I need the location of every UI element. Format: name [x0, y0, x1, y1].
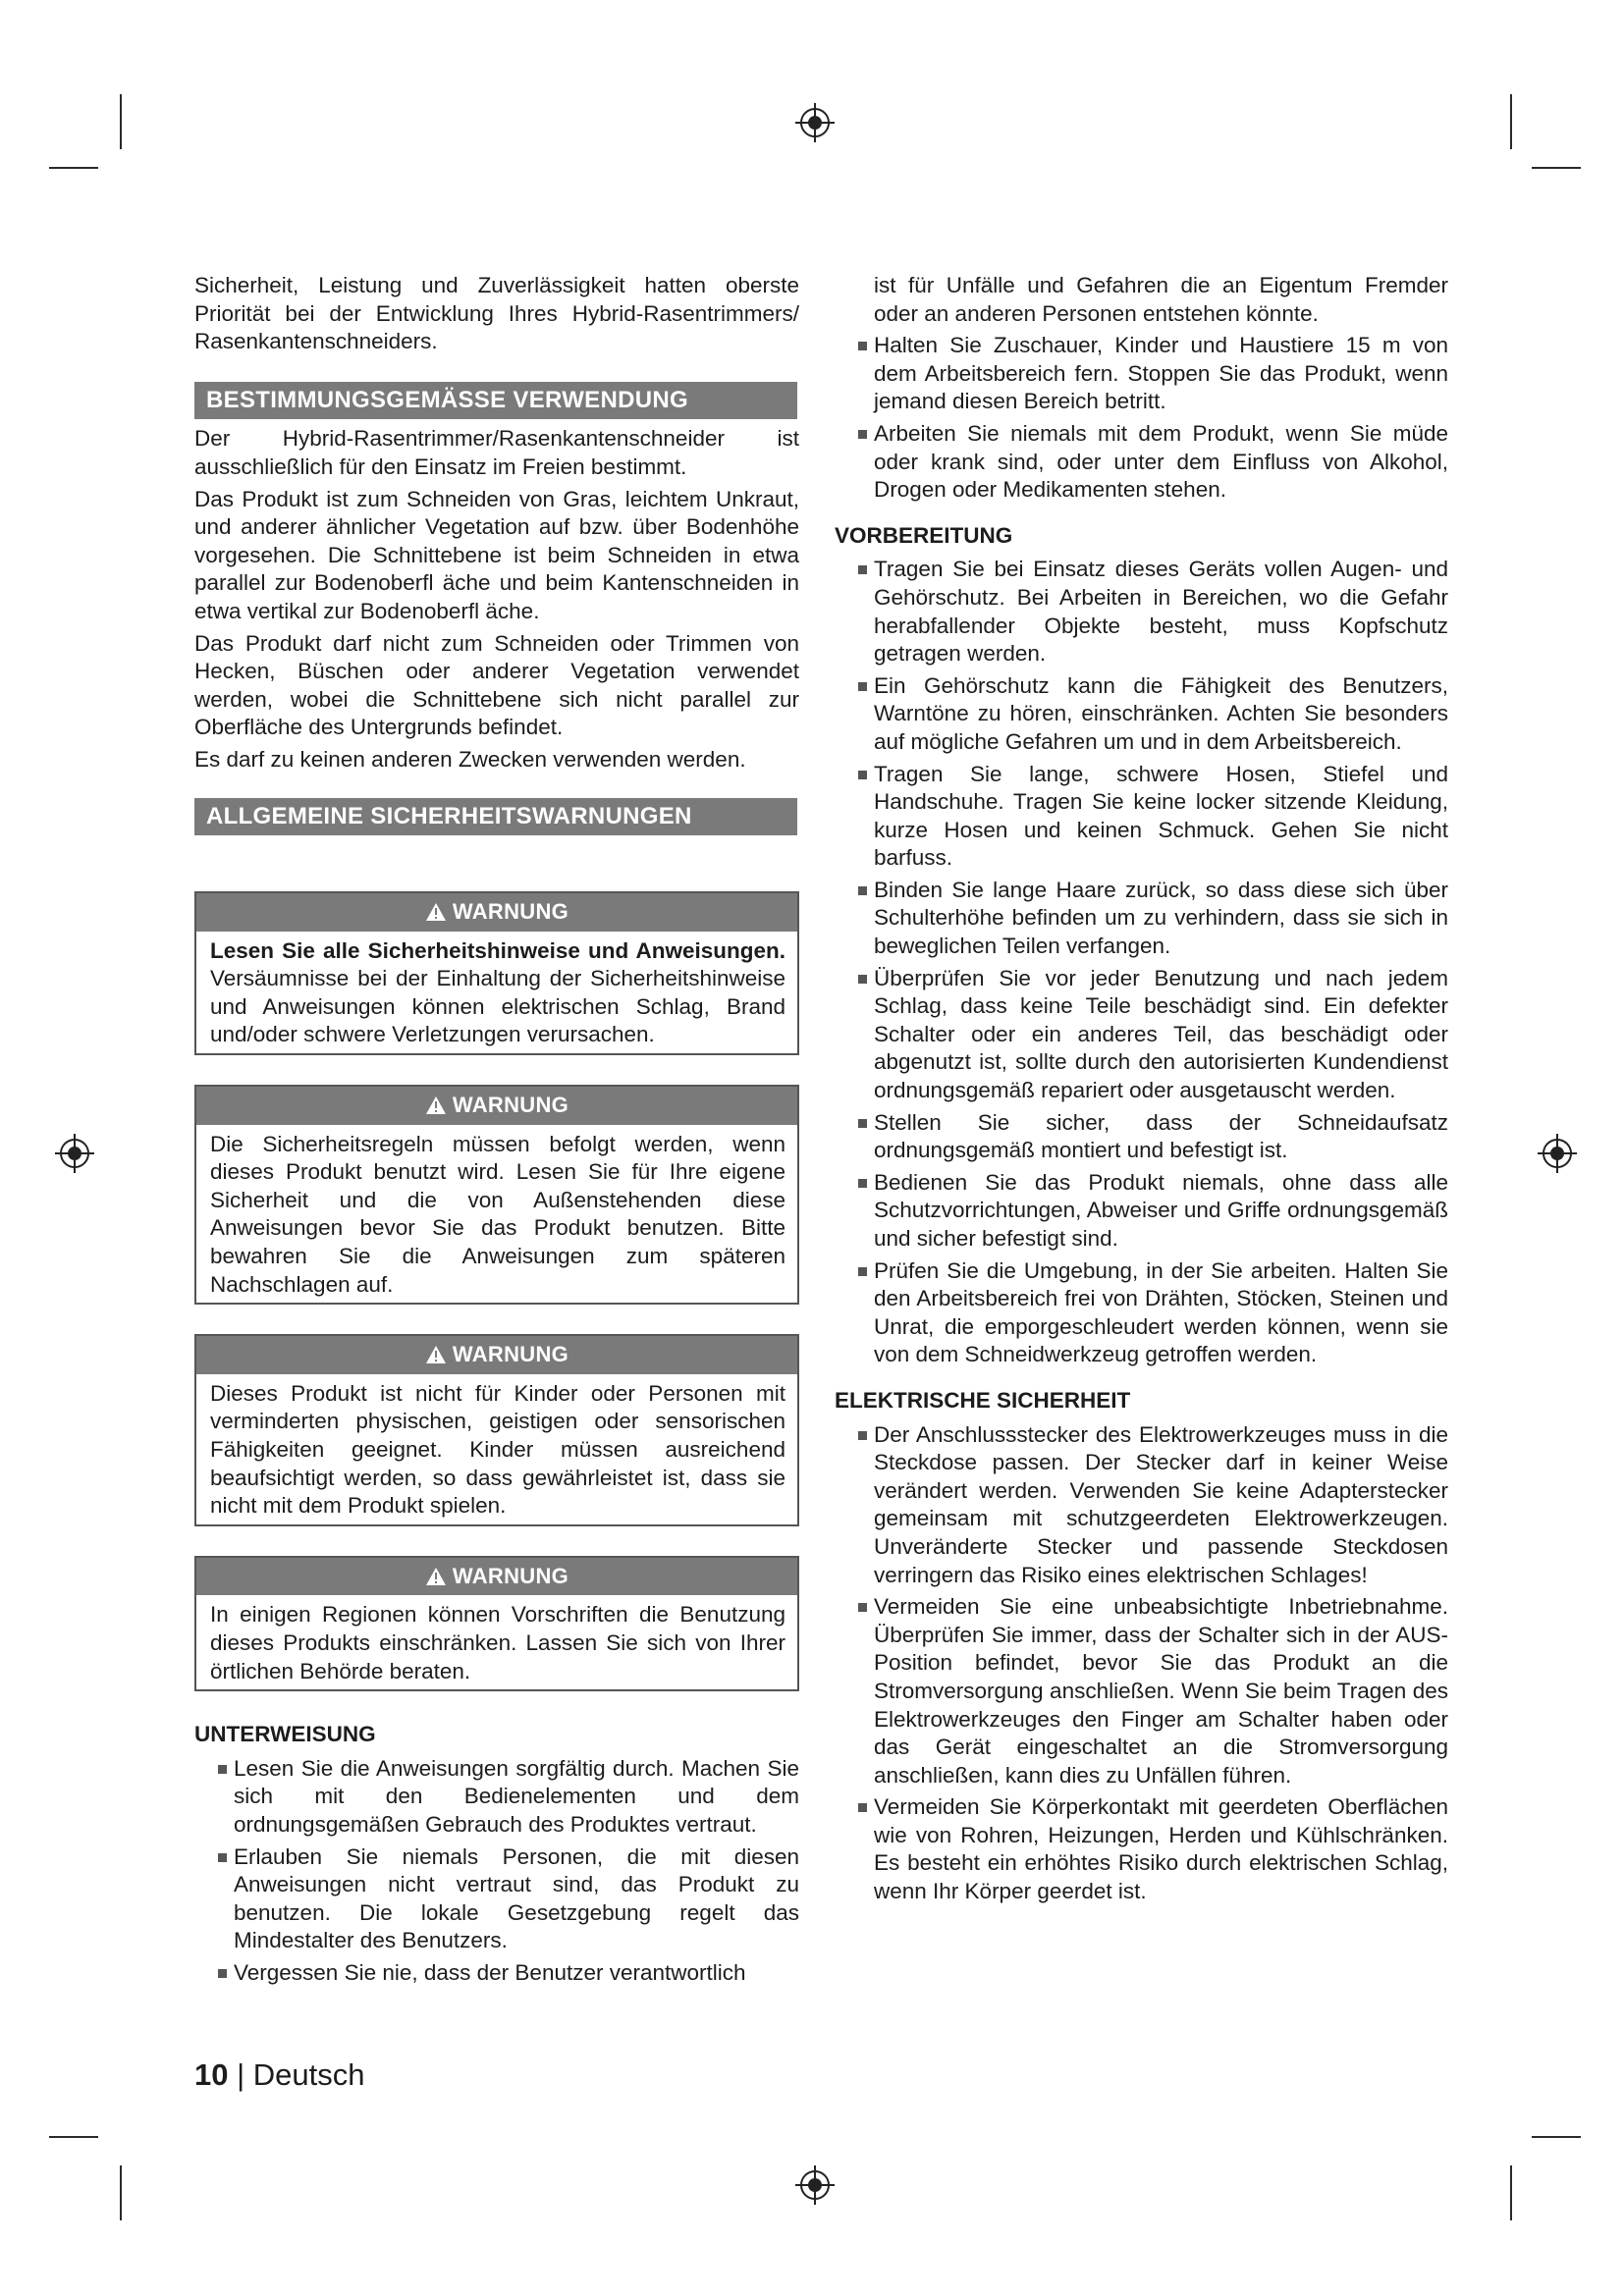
- list-item: Tragen Sie bei Einsatz dieses Geräts vollen Augen- und Gehörschutz. Bei Arbeiten in Bereichen, wo die Gefahr herabfallender Objekte besteht, muss Kopfschutz getragen werden.: [835, 556, 1448, 667]
- section-heading-allgemeine-sicherheitswarnungen: ALLGEMEINE SICHERHEITSWARNUNGEN: [194, 798, 797, 836]
- subheading-vorbereitung: VORBEREITUNG: [835, 522, 1013, 548]
- bullet-list: [835, 332, 1448, 505]
- list-item: Tragen Sie lange, schwere Hosen, Stiefel und Handschuhe. Tragen Sie keine locker sitzende Kleidung, kurze Hosen und keinen Schmuck. Gehen Sie nicht barfuss.: [835, 761, 1448, 873]
- crop-mark: [120, 2165, 122, 2220]
- bullet-list: [835, 556, 1448, 1369]
- registration-mark-icon: [1536, 1132, 1579, 1175]
- warning-label: WARNUNG: [452, 1563, 569, 1588]
- intro-paragraph: Sicherheit, Leistung und Zuverlässigkeit hatten oberste Priorität bei der Entwicklung Ihres Hybrid-Rasentrimmers/ Rasenkantenschneiders.: [194, 273, 799, 354]
- list-item: Stellen Sie sicher, dass der Schneidaufsatz ordnungsgemäß montiert und befestigt ist.: [835, 1109, 1448, 1165]
- list-item: Erlauben Sie niemals Personen, die mit diesen Anweisungen nicht vertraut sind, das Produkt zu benutzen. Die lokale Gesetzgebung regelt das Mindestalter des Benutzers.: [194, 1843, 799, 1955]
- warning-label: WARNUNG: [452, 1342, 569, 1367]
- warning-lead: Lesen Sie alle Sicherheitshinweise und Anweisungen.: [210, 937, 785, 963]
- warning-text: [196, 932, 797, 1053]
- warning-header: [196, 1087, 797, 1125]
- crop-mark: [120, 94, 122, 149]
- subheading-unterweisung: UNTERWEISUNG: [194, 1722, 376, 1747]
- left-column: [194, 272, 799, 1992]
- list-item: Der Anschlussstecker des Elektrowerkzeuges muss in die Steckdose passen. Der Stecker darf in keiner Weise verändert werden. Verwenden Sie keine Adapterstecker gemeinsam mit schutzgeerdeten Elektrowerkzeugen. Unveränderte Stecker und passende Steckdosen verringern das Risiko eines elektrischen Schlages!: [835, 1421, 1448, 1590]
- warning-triangle-icon: [425, 1345, 447, 1364]
- footer-separator: |: [228, 2057, 253, 2092]
- registration-mark-icon: [793, 101, 837, 144]
- registration-mark-icon: [53, 1132, 96, 1175]
- bullet-list: [835, 1421, 1448, 1906]
- bullet-list: [194, 1755, 799, 1988]
- section-heading-bestimmungsgemaesse-verwendung: BESTIMMUNGSGEMÄSSE VERWENDUNG: [194, 382, 797, 420]
- page-footer: [194, 2057, 365, 2093]
- list-item: Vergessen Sie nie, dass der Benutzer verantwortlich: [194, 1959, 799, 1988]
- list-item: Überprüfen Sie vor jeder Benutzung und nach jedem Schlag, dass keine Teile beschädigt sind. Ein defekter Schalter oder ein anderes Teil, das beschädigt oder abgenutzt ist, sollte durch den autorisierten Kundendienst ordnungsgemäß repariert oder ausgetauscht werden.: [835, 965, 1448, 1105]
- warning-triangle-icon: [425, 1567, 447, 1586]
- warning-label: WARNUNG: [452, 1093, 569, 1118]
- list-item: Arbeiten Sie niemals mit dem Produkt, wenn Sie müde oder krank sind, oder unter dem Einfluss von Alkohol, Drogen oder Medikamenten stehen.: [835, 420, 1448, 505]
- footer-language: Deutsch: [252, 2057, 365, 2092]
- warning-box: [194, 891, 799, 1055]
- warning-header: [196, 1336, 797, 1374]
- warning-text: In einigen Regionen können Vorschriften die Benutzung dieses Produkts einschränken. Lassen Sie sich von Ihrer örtlichen Behörde beraten.: [210, 1602, 785, 1683]
- warning-triangle-icon: [425, 902, 447, 922]
- warning-text: Dieses Produkt ist nicht für Kinder oder Personen mit verminderten physischen, geistigen oder sensorischen Fähigkeiten geeignet. Kinder müssen ausreichend beaufsichtigt werden, so dass gewährleistet ist, dass sie nicht mit dem Produkt spielen.: [210, 1380, 785, 1519]
- crop-mark: [49, 167, 98, 169]
- crop-mark: [1510, 2165, 1512, 2220]
- warning-body: Versäumnisse bei der Einhaltung der Sicherheitshinweise und Anweisungen können elektrischen Schlag, Brand und/oder schwere Verletzungen verursachen.: [210, 966, 785, 1047]
- warning-box: [194, 1556, 799, 1691]
- page-number: 10: [194, 2057, 229, 2092]
- paragraph: Es darf zu keinen anderen Zwecken verwenden werden.: [194, 746, 746, 772]
- list-item: Bedienen Sie das Produkt niemals, ohne dass alle Schutzvorrichtungen, Abweiser und Griffe ordnungsgemäß und sicher befestigt sind.: [835, 1169, 1448, 1254]
- list-item: Binden Sie lange Haare zurück, so dass diese sich über Schulterhöhe befinden um zu verhindern, dass sie sich in beweglichen Teilen verfangen.: [835, 877, 1448, 961]
- list-item: Ein Gehörschutz kann die Fähigkeit des Benutzers, Warntöne zu hören, einschränken. Achten Sie besonders auf mögliche Gefahren um und in dem Arbeitsbereich.: [835, 672, 1448, 757]
- right-column: [835, 272, 1448, 1910]
- paragraph: Das Produkt ist zum Schneiden von Gras, leichtem Unkraut, und anderer ähnlicher Vegetation auf bzw. über Bodenhöhe vorgesehen. Die Schnittebene ist beim Schneiden in etwa parallel zur Bodenoberfl äche und beim Kantenschneiden in etwa vertikal zur Bodenoberfl äche.: [194, 486, 799, 623]
- list-item: Prüfen Sie die Umgebung, in der Sie arbeiten. Halten Sie den Arbeitsbereich frei von Drähten, Stöcken, Steinen und Unrat, die emporgeschleudert werden können, wenn sie von dem Schneidwerkzeug getroffen werden.: [835, 1257, 1448, 1369]
- warning-box: [194, 1085, 799, 1305]
- crop-mark: [49, 2136, 98, 2138]
- warning-box: [194, 1334, 799, 1526]
- warning-label: WARNUNG: [452, 899, 569, 925]
- warning-header: [196, 893, 797, 932]
- crop-mark: [1510, 94, 1512, 149]
- crop-mark: [1532, 167, 1581, 169]
- list-item: Lesen Sie die Anweisungen sorgfältig durch. Machen Sie sich mit den Bedienelementen und dem ordnungsgemäßen Gebrauch des Produktes vertraut.: [194, 1755, 799, 1840]
- continuation-paragraph: ist für Unfälle und Gefahren die an Eigentum Fremder oder an anderen Personen entstehen könnte.: [874, 273, 1448, 326]
- registration-mark-icon: [793, 2163, 837, 2207]
- warning-text: Die Sicherheitsregeln müssen befolgt werden, wenn dieses Produkt benutzt wird. Lesen Sie für Ihre eigene Sicherheit und die von Außenstehenden diese Anweisungen bevor Sie das Produkt benutzen. Bitte bewahren Sie die Anweisungen zum späteren Nachschlagen auf.: [210, 1131, 785, 1297]
- subheading-elektrische-sicherheit: ELEKTRISCHE SICHERHEIT: [835, 1387, 1131, 1413]
- paragraph: Das Produkt darf nicht zum Schneiden oder Trimmen von Hecken, Büschen oder anderer Vegetation verwendet werden, wobei die Schnittebene sich nicht parallel zur Oberfläche des Untergrunds befindet.: [194, 630, 799, 740]
- list-item: Halten Sie Zuschauer, Kinder und Haustiere 15 m von dem Arbeitsbereich fern. Stoppen Sie das Produkt, wenn jemand diesen Bereich betritt.: [835, 332, 1448, 416]
- crop-mark: [1532, 2136, 1581, 2138]
- warning-header: [196, 1558, 797, 1596]
- warning-triangle-icon: [425, 1095, 447, 1115]
- list-item: Vermeiden Sie Körperkontakt mit geerdeten Oberflächen wie von Rohren, Heizungen, Herden und Kühlschränken. Es besteht ein erhöhtes Risiko durch elektrischen Schlag, wenn Ihr Körper geerdet ist.: [835, 1793, 1448, 1905]
- paragraph: Der Hybrid-Rasentrimmer/Rasenkantenschneider ist ausschließlich für den Einsatz im Freien bestimmt.: [194, 426, 799, 479]
- list-item: Vermeiden Sie eine unbeabsichtigte Inbetriebnahme. Überprüfen Sie immer, dass der Schalter sich in der AUS-Position befindet, bevor Sie das Produkt an die Stromversorgung anschließen. Wenn Sie beim Tragen des Elektrowerkzeuges den Finger am Schalter haben oder das Gerät eingeschaltet an die Stromversorgung anschließen, kann dies zu Unfällen führen.: [835, 1593, 1448, 1789]
